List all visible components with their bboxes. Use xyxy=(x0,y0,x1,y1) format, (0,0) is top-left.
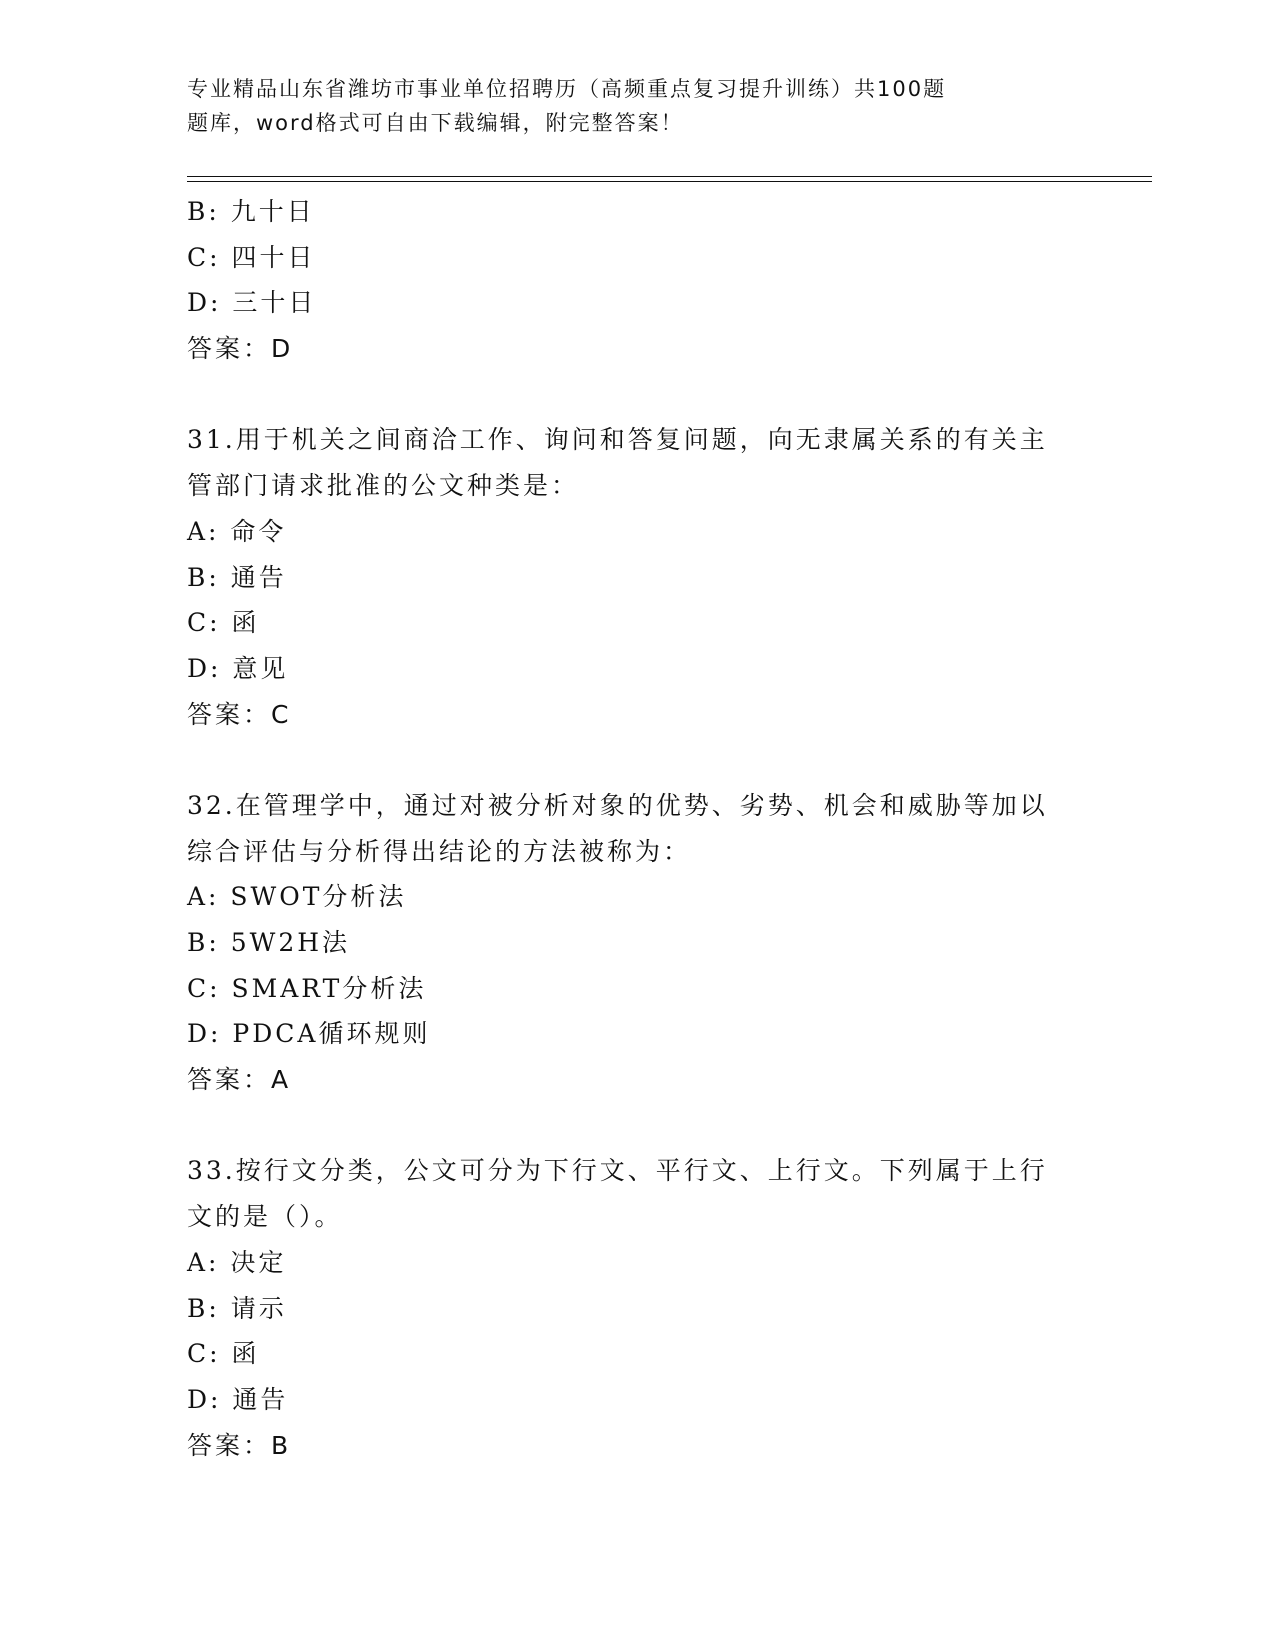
answer-line: 答案：D xyxy=(187,334,294,364)
question-stem-line-2: 管部门请求批准的公文种类是： xyxy=(187,471,580,501)
answer-line: 答案：A xyxy=(187,1065,292,1095)
question-stem-line-1: 33.按行文分类，公文可分为下行文、平行文、上行文。下列属于上行 xyxy=(187,1156,1048,1186)
option-b: B: 请示 xyxy=(187,1293,287,1323)
option-b: B: 通告 xyxy=(187,562,287,592)
question-list xyxy=(187,189,1087,1468)
option-c: C: 四十日 xyxy=(187,242,316,272)
header-divider-top xyxy=(187,176,1152,177)
option-d: D: 意见 xyxy=(187,653,289,683)
spacer xyxy=(187,737,1087,783)
answer-line: 答案：C xyxy=(187,699,292,729)
question-32 xyxy=(187,783,1087,1103)
option-a: A: SWOT分析法 xyxy=(187,882,407,912)
question-33 xyxy=(187,1148,1087,1468)
option-d: D: 通告 xyxy=(187,1384,289,1414)
header-divider-bottom xyxy=(187,181,1152,182)
option-d: D: 三十日 xyxy=(187,288,317,318)
question-stem-line-2: 文的是（）。 xyxy=(187,1202,343,1232)
option-d: D: PDCA循环规则 xyxy=(187,1019,431,1049)
spacer xyxy=(187,372,1087,418)
header-title-line-2: 题库，word格式可自由下载编辑，附完整答案！ xyxy=(187,111,684,135)
question-stem-line-1: 31.用于机关之间商洽工作、询问和答复问题，向无隶属关系的有关主 xyxy=(187,425,1048,455)
question-30-continued xyxy=(187,189,1087,372)
option-c: C: 函 xyxy=(187,1339,260,1369)
header-title-line-1: 专业精品山东省潍坊市事业单位招聘历（高频重点复习提升训练）共100题 xyxy=(187,77,947,101)
option-a: A: 命令 xyxy=(187,516,287,546)
answer-line: 答案：B xyxy=(187,1430,292,1460)
option-c: C: SMART分析法 xyxy=(187,973,427,1003)
question-stem-line-2: 综合评估与分析得出结论的方法被称为： xyxy=(187,836,692,866)
question-stem-line-1: 32.在管理学中，通过对被分析对象的优势、劣势、机会和威胁等加以 xyxy=(187,790,1048,820)
document-header xyxy=(187,72,1027,140)
option-b: B: 5W2H法 xyxy=(187,928,351,957)
option-c: C: 函 xyxy=(187,608,260,638)
option-a: A: 决定 xyxy=(187,1247,287,1277)
option-b: B: 九十日 xyxy=(187,197,315,226)
spacer xyxy=(187,1103,1087,1149)
question-31 xyxy=(187,417,1087,737)
